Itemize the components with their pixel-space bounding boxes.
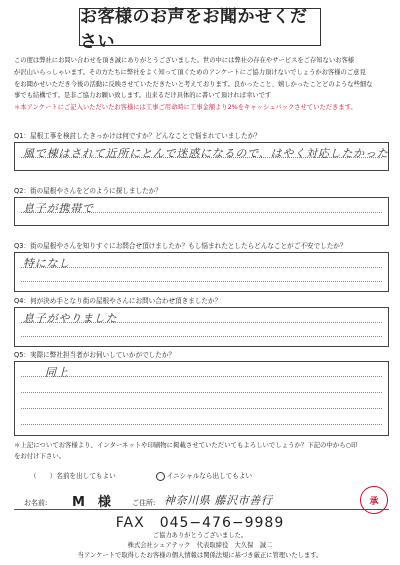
answer-box [14,361,389,436]
permit-line: ＊上記についてお客様より、インターネットや印刷物に掲載させていただいてもよろしいでしょうか？下記の中から○印 [14,441,358,449]
name-label: お名前: [24,499,48,507]
question-q3 [14,241,389,292]
question-q5 [14,350,389,436]
question-q1 [14,131,389,171]
answer-text: 同上 [45,366,69,379]
question-label: Q3：街の屋根やさんを知りすぐにお問合せ頂けましたか？もし悩まれたとしたらどんなことがご不安でしたか？ [14,242,347,250]
footer-company: 株式会社シェアテック 代表取締役 大久保 誠二 [127,542,273,549]
approval-stamp-icon: 承 [360,486,388,514]
footer [0,531,400,561]
question-q4 [14,296,389,347]
answer-box [14,252,389,292]
option-initial-label: イニシャルなら出してもよい [166,472,253,480]
page-title: お客様のお声をお聞かせください [79,8,321,46]
circle-mark-icon [156,472,165,481]
intro-line: をお聞かせいただき今後の活動に反映させていただきたいと考えております。良かったこと、嬉しかったことどのような些細な [14,80,373,88]
fax-number: FAX 045−476−9989 [115,515,285,531]
intro-line: が沢山いらっしゃいます。その方たちに弊社をよく知って頂くためのアンケートにご協力頂けないでしょうかお客様のご意見 [14,68,366,76]
publish-options [30,470,370,481]
answer-text: 息子が携帯で [23,202,94,215]
option-initial-ok[interactable] [156,470,252,481]
answer-text: 息子がやりました [23,312,118,325]
intro-text [14,55,389,114]
footer-privacy: 当アンケートで取得したお客様の個人情報は関係法規に基づき厳正に管理いたします。 [77,552,323,559]
answer-box [14,197,389,226]
answer-text: 風で棟はされて近所にとんで迷惑になるので、はやく対応したかった [23,147,389,160]
answer-box [14,307,389,347]
customer-row [14,490,389,510]
footer-thanks: ご協力ありがとうございました。 [152,532,248,539]
address-label: ご住所: [132,499,156,507]
question-label: Q2：街の屋根やさんをどのように探しましたか？ [14,187,162,195]
customer-address: 神奈川県 藤沢市善行 [164,494,273,507]
customer-name: M 様 [72,495,111,510]
answer-text: 特になし [23,257,71,270]
question-label: Q4：何が決め手となり街の屋根やさんにお問い合わせ頂きましたか？ [14,297,222,305]
intro-line: 事でも結構です。是非ご協力お願い致します。出来るだけ具体的に書いて頂ければ幸いです [14,92,272,100]
question-label: Q1：屋根工事を検討したきっかけは何ですか？どんなことで悩まれていましたか？ [14,132,261,140]
option-name-ok[interactable]: （ ）名前を出してもよい [30,472,116,480]
question-label: Q5：実際に弊社担当者がお伺いしていかがでしたか？ [14,351,176,359]
question-q2 [14,186,389,226]
permit-line: をお付け下さい。 [14,452,66,460]
answer-box [14,142,389,171]
intro-line: この度は弊社にお問い合わせを頂き誠にありがとうございました。世の中には弊社の存在やサービスをご存知ないお客様 [14,57,355,64]
cashback-note: ＊本アンケートにご記入いただいたお客様には工事ご用命時に工事金額より2%をキャッシュバックさせていただきます。 [14,104,357,112]
publish-permission-text [14,440,389,462]
